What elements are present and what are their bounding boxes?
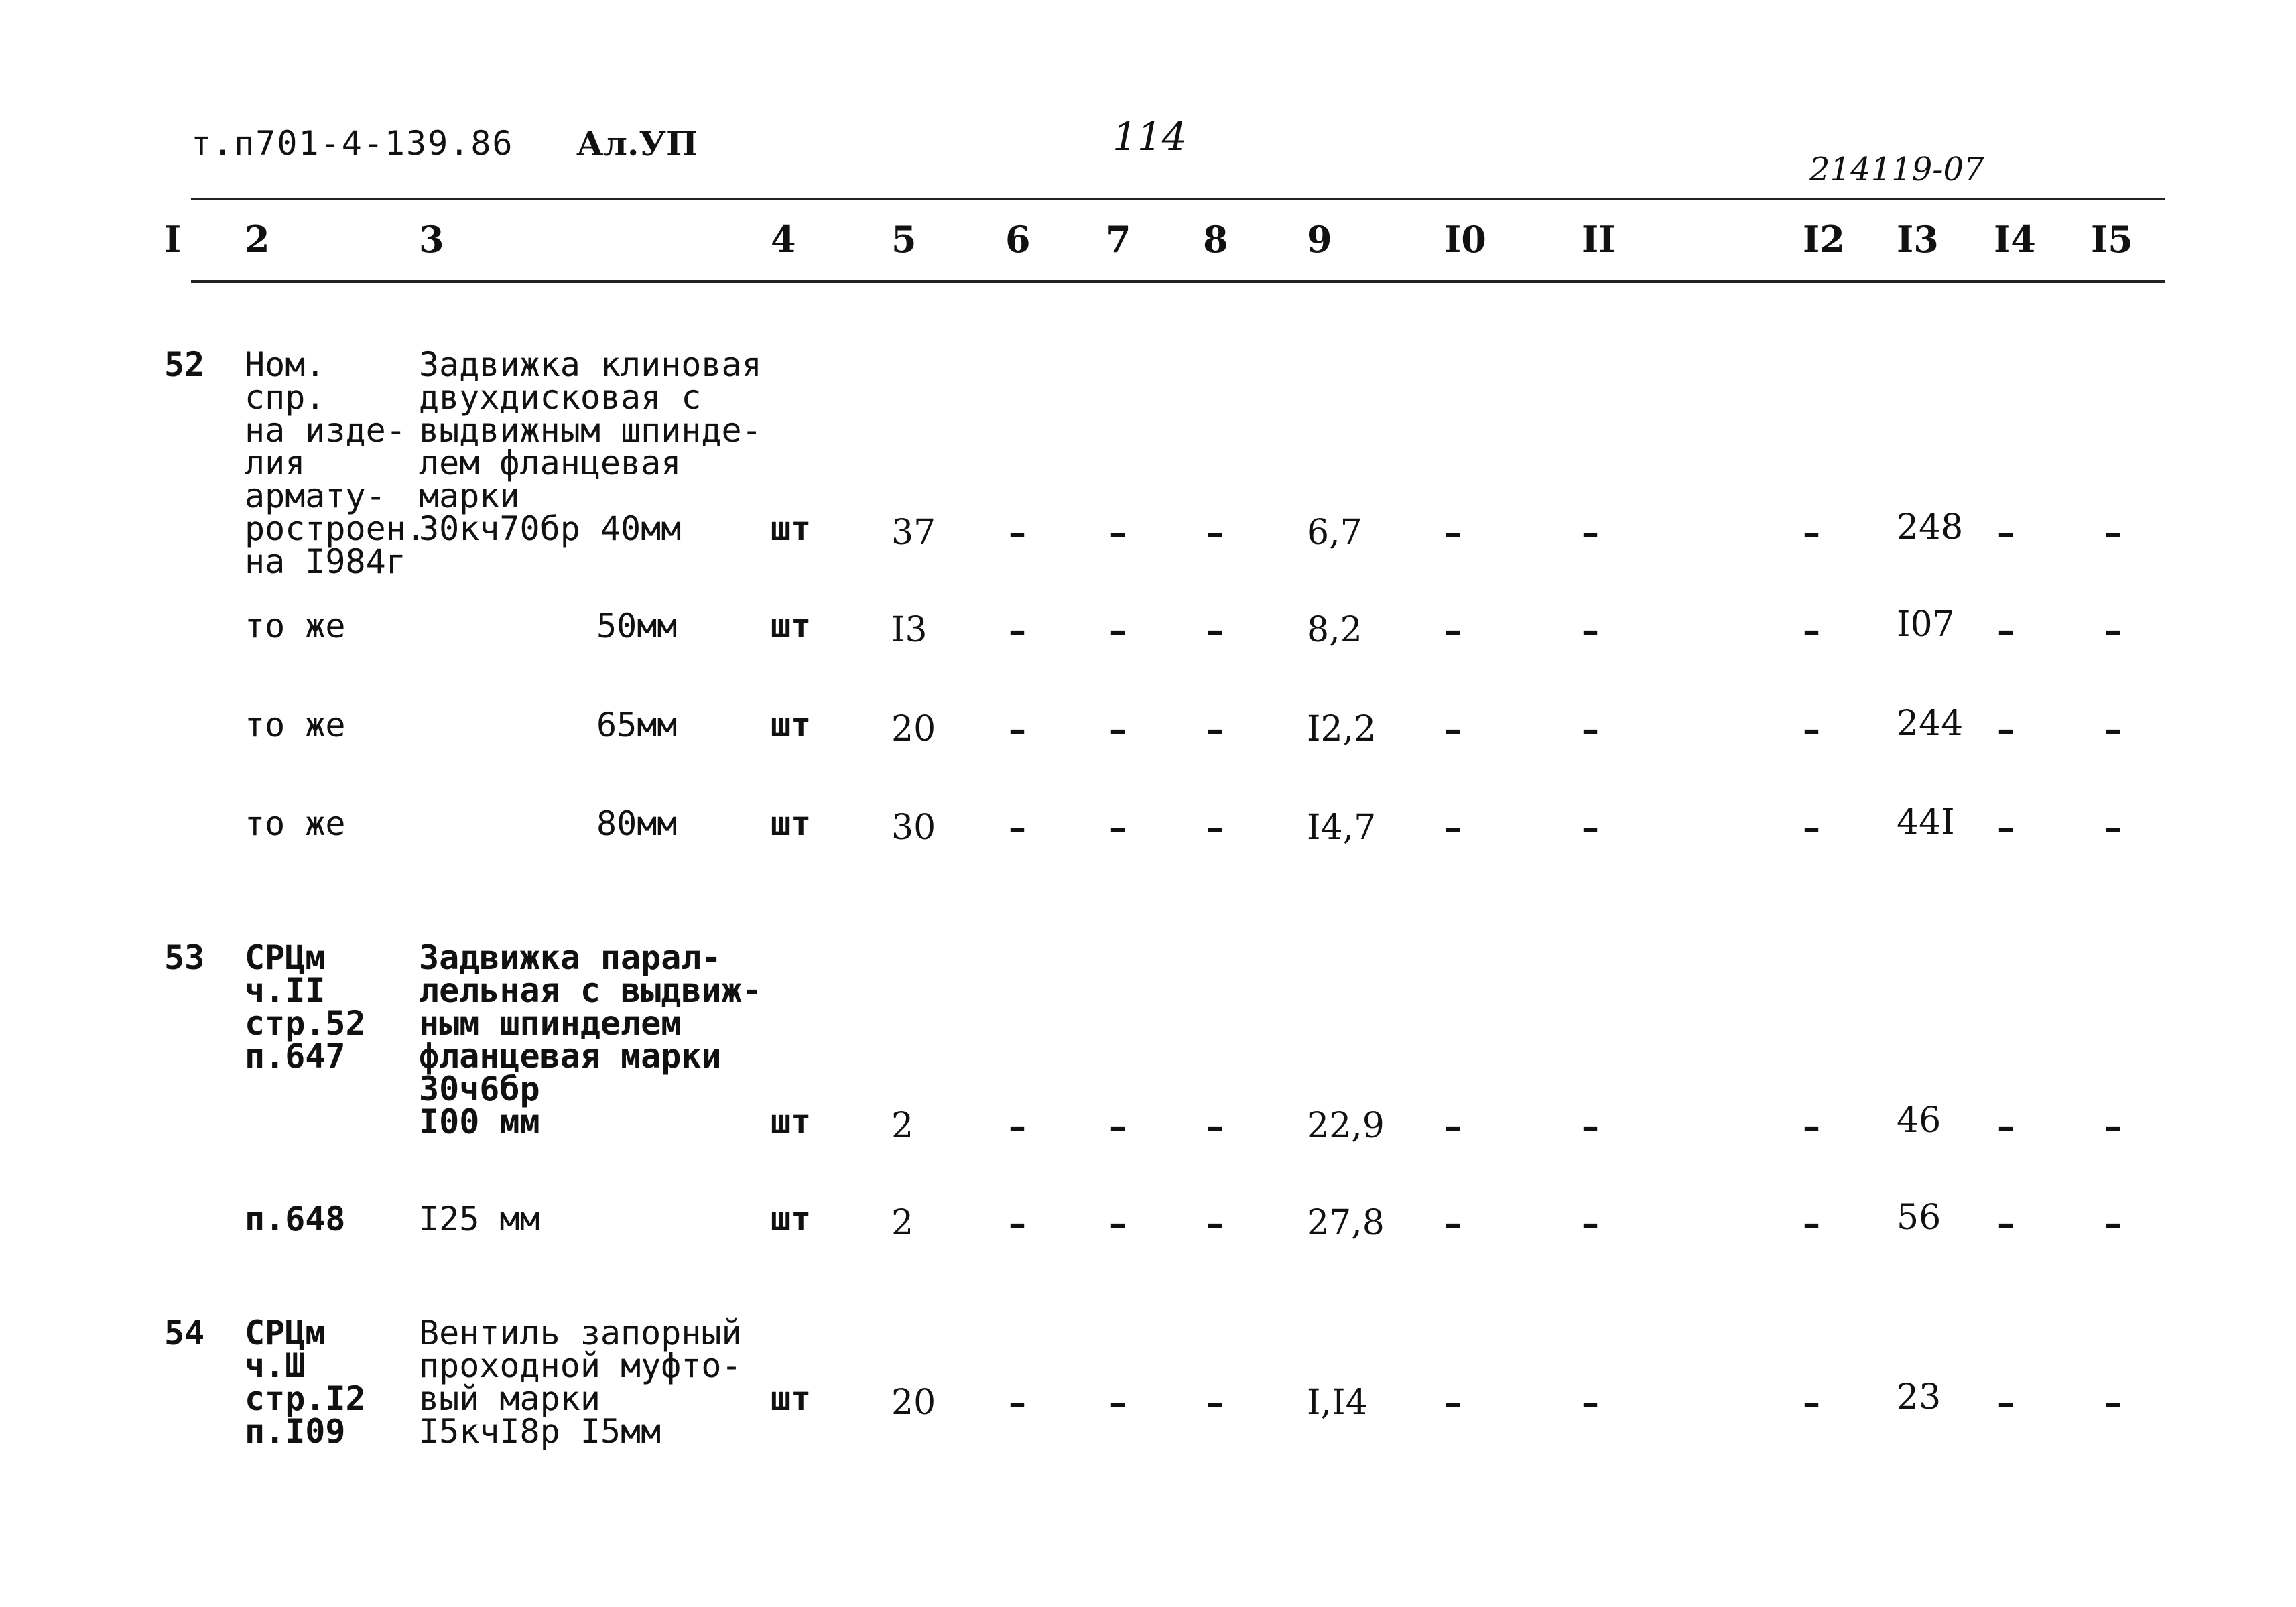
dash-cell: – xyxy=(1009,610,1026,651)
column-number-1: I xyxy=(164,218,182,261)
column-number-10: I0 xyxy=(1444,218,1486,261)
dash-cell: – xyxy=(1009,1106,1026,1147)
dash-cell: – xyxy=(1109,1203,1127,1244)
dash-cell: – xyxy=(1009,1203,1026,1244)
quantity-cell: 20 xyxy=(891,709,936,749)
column-number-2: 2 xyxy=(245,218,270,261)
dash-cell: – xyxy=(1582,1203,1599,1244)
header-bottom-rule xyxy=(191,280,2165,283)
reference-cell: СРЦм ч.II стр.52 п.647 xyxy=(245,938,366,1076)
description-cell: Вентиль запорный проходной муфто- вый марки I5кчI8р I5мм xyxy=(419,1313,742,1451)
column-number-9: 9 xyxy=(1307,218,1332,261)
dash-cell: – xyxy=(1109,1106,1127,1147)
description-cell: Задвижка парал- лельная с выдвиж- ным шпинделем фланцевая марки 30ч6бр I00 мм xyxy=(419,938,762,1141)
reference-cell: то же xyxy=(245,706,346,745)
column-number-5: 5 xyxy=(891,218,917,261)
dash-cell: – xyxy=(2104,1203,2122,1244)
unit-cell: шт xyxy=(771,1102,812,1141)
unit-cell: шт xyxy=(771,1200,812,1238)
dash-cell: – xyxy=(1803,610,1820,651)
dash-cell: – xyxy=(2104,610,2122,651)
weight-cell: 22,9 xyxy=(1307,1106,1385,1146)
quantity-cell: 2 xyxy=(891,1203,914,1243)
quantity-cell: 2 xyxy=(891,1106,914,1146)
dash-cell: – xyxy=(1109,610,1127,651)
dash-cell: – xyxy=(1206,1383,1224,1423)
dash-cell: – xyxy=(1803,1383,1820,1423)
dash-cell: – xyxy=(1444,610,1462,651)
quantity-cell: 20 xyxy=(891,1383,936,1423)
header-top-rule xyxy=(191,198,2165,200)
reference-cell: п.648 xyxy=(245,1200,346,1238)
total-cell: I07 xyxy=(1897,604,1955,645)
column-number-14: I4 xyxy=(1994,218,2036,261)
dash-cell: – xyxy=(1009,513,1026,554)
dash-cell: – xyxy=(1109,513,1127,554)
quantity-cell: I3 xyxy=(891,610,928,650)
weight-cell: I2,2 xyxy=(1307,709,1377,749)
dash-cell: – xyxy=(2104,1383,2122,1423)
unit-cell: шт xyxy=(771,509,812,548)
total-cell: 46 xyxy=(1897,1100,1941,1141)
dash-cell: – xyxy=(1803,808,1820,848)
dash-cell: – xyxy=(1109,1383,1127,1423)
total-cell: 248 xyxy=(1897,507,1964,548)
unit-cell: шт xyxy=(771,1379,812,1418)
dash-cell: – xyxy=(1582,1106,1599,1147)
dash-cell: – xyxy=(2104,513,2122,554)
unit-cell: шт xyxy=(771,804,812,843)
column-number-12: I2 xyxy=(1803,218,1845,261)
dash-cell: – xyxy=(1997,513,2015,554)
quantity-cell: 30 xyxy=(891,808,936,848)
dash-cell: – xyxy=(1206,1106,1224,1147)
total-cell: 44I xyxy=(1897,802,1955,842)
dash-cell: – xyxy=(1997,1203,2015,1244)
dash-cell: – xyxy=(1009,808,1026,848)
description-cell: 80мм xyxy=(596,804,678,843)
dash-cell: – xyxy=(1803,1106,1820,1147)
reference-cell: то же xyxy=(245,606,346,645)
total-cell: 56 xyxy=(1897,1198,1941,1238)
row-number: 53 xyxy=(164,938,205,977)
weight-cell: 6,7 xyxy=(1307,513,1362,553)
row-number: 54 xyxy=(164,1313,205,1352)
sheet-label: Ал.УП xyxy=(576,124,698,164)
dash-cell: – xyxy=(1582,808,1599,848)
dash-cell: – xyxy=(1206,709,1224,750)
dash-cell: – xyxy=(1997,709,2015,750)
column-number-15: I5 xyxy=(2091,218,2133,261)
unit-cell: шт xyxy=(771,606,812,645)
reference-cell: СРЦм ч.Ш стр.I2 п.I09 xyxy=(245,1313,366,1451)
description-cell: Задвижка клиновая двухдисковая с выдвижным шпинде- лем фланцевая марки 30кч70бр 40мм xyxy=(419,345,762,548)
dash-cell: – xyxy=(1803,1203,1820,1244)
weight-cell: 27,8 xyxy=(1307,1203,1385,1243)
dash-cell: – xyxy=(1444,513,1462,554)
column-number-6: 6 xyxy=(1005,218,1031,261)
reference-cell: Ном. спр. на изде- лия армату- ростроен. на I984г xyxy=(245,345,426,581)
unit-cell: шт xyxy=(771,706,812,745)
description-cell: 65мм xyxy=(596,706,678,745)
dash-cell: – xyxy=(1109,709,1127,750)
dash-cell: – xyxy=(1997,1106,2015,1147)
description-cell: I25 мм xyxy=(419,1200,540,1238)
total-cell: 244 xyxy=(1897,704,1964,744)
dash-cell: – xyxy=(1582,610,1599,651)
column-number-4: 4 xyxy=(771,218,796,261)
dash-cell: – xyxy=(1997,1383,2015,1423)
dash-cell: – xyxy=(1582,709,1599,750)
column-number-3: 3 xyxy=(419,218,444,261)
dash-cell: – xyxy=(1109,808,1127,848)
dash-cell: – xyxy=(2104,808,2122,848)
dash-cell: – xyxy=(1582,513,1599,554)
dash-cell: – xyxy=(2104,1106,2122,1147)
document-code: т.п701-4-139.86 xyxy=(191,124,514,163)
dash-cell: – xyxy=(1009,1383,1026,1423)
dash-cell: – xyxy=(1444,808,1462,848)
dash-cell: – xyxy=(1997,610,2015,651)
dash-cell: – xyxy=(1444,709,1462,750)
dash-cell: – xyxy=(1803,513,1820,554)
dash-cell: – xyxy=(1803,709,1820,750)
column-number-13: I3 xyxy=(1897,218,1939,261)
total-cell: 23 xyxy=(1897,1377,1941,1417)
dash-cell: – xyxy=(1444,1203,1462,1244)
description-cell: 50мм xyxy=(596,606,678,645)
dash-cell: – xyxy=(1997,808,2015,848)
dash-cell: – xyxy=(1582,1383,1599,1423)
dash-cell: – xyxy=(1009,709,1026,750)
dash-cell: – xyxy=(1206,808,1224,848)
dash-cell: – xyxy=(1444,1106,1462,1147)
row-number: 52 xyxy=(164,345,205,384)
archive-code: 214119-07 xyxy=(1809,151,1984,188)
weight-cell: I4,7 xyxy=(1307,808,1377,848)
reference-cell: то же xyxy=(245,804,346,843)
weight-cell: 8,2 xyxy=(1307,610,1362,650)
column-number-7: 7 xyxy=(1106,218,1131,261)
page-number: 114 xyxy=(1112,114,1187,159)
weight-cell: I,I4 xyxy=(1307,1383,1368,1423)
dash-cell: – xyxy=(1206,1203,1224,1244)
dash-cell: – xyxy=(2104,709,2122,750)
dash-cell: – xyxy=(1206,610,1224,651)
quantity-cell: 37 xyxy=(891,513,936,553)
column-number-11: II xyxy=(1582,218,1616,261)
dash-cell: – xyxy=(1444,1383,1462,1423)
dash-cell: – xyxy=(1206,513,1224,554)
column-number-8: 8 xyxy=(1203,218,1228,261)
